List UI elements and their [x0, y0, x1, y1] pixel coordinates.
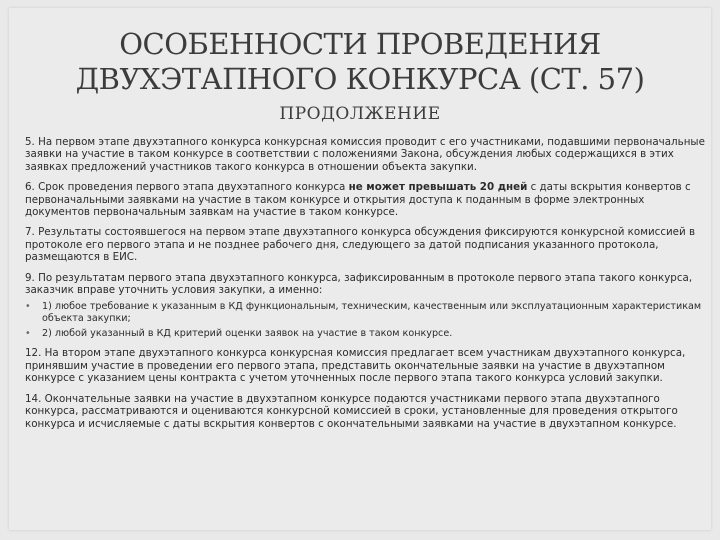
- paragraph-7: 7. Результаты состоявшегося на первом этапе двухэтапного конкурса обсуждения фиксируются конкурсной комиссией в протоколе его первого этапа и не позднее рабочего дня, следующего за датой подписания указанного протокола, размещаются в ЕИС.: [25, 226, 696, 264]
- paragraph-14: 14. Окончательные заявки на участие в двухэтапном конкурсе подаются участниками первого этапа двухэтапного конкурса, рассматриваются и оцениваются конкурсной комиссией в сроки, установленные для проведения открытого конкурса и исчисляемые с даты вскрытия конвертов с окончательными заявками на участие в двухэтапном конкурсе.: [25, 392, 678, 430]
- paragraph-5: 5. На первом этапе двухэтапного конкурса конкурсная комиссия проводит с его участниками, подавшими первоначальные заявки на участие в таком конкурсе в соответствии с положениями Закона, обсуждения любых содержащихся в этих заявках предложений участников такого конкурса в отношении объекта закупки.: [25, 136, 705, 173]
- bullet-marker: •: [25, 328, 31, 340]
- paragraph-12: 12. На втором этапе двухэтапного конкурса конкурсная комиссия предлагает всем участникам двухэтапного конкурса, принявшим участие в проведении его первого этапа, представить окончательные заявки на участие в двухэтапном конкурсе с указанием цены контракта с учетом уточненных после первого этапа такого конкурса условий закупки.: [25, 347, 686, 385]
- bullet-list: [25, 301, 705, 340]
- bullet-item: [25, 301, 705, 325]
- paragraph-9: 9. По результатам первого этапа двухэтапного конкурса, зафиксированным в протоколе первого этапа такого конкурса, заказчик вправе уточнить условия закупки, а именно:: [25, 271, 693, 297]
- paragraph-6: [25, 181, 705, 218]
- paragraph-6-text-start: 6. Срок проведения первого этапа двухэтапного конкурса: [25, 181, 349, 194]
- slide-title: ОСОБЕННОСТИ ПРОВЕДЕНИЯ ДВУХЭТАПНОГО КОНКУРСА (СТ. 57): [75, 27, 645, 96]
- bullet-item: [25, 328, 705, 340]
- slide-content: [25, 136, 705, 438]
- slide: [9, 8, 711, 530]
- paragraph-6-text-end: с даты вскрытия конвертов с первоначальными заявками на участие в таком конкурсе и открытия доступа к поданным в форме электронных документов первоначальным заявкам на участие в таком конкурсе.: [25, 181, 691, 219]
- bullet-marker: •: [25, 301, 31, 313]
- bullet-text: 2) любой указанный в КД критерий оценки заявок на участие в таком конкурсе.: [42, 328, 453, 340]
- slide-subtitle: ПРОДОЛЖЕНИЕ: [279, 104, 441, 124]
- paragraph-6-highlight: не может превышать 20 дней: [348, 181, 528, 194]
- bullet-text: 1) любое требование к указанным в КД функциональным, техническим, качественным или эксплуатационным характеристикам объекта закупки;: [42, 301, 702, 325]
